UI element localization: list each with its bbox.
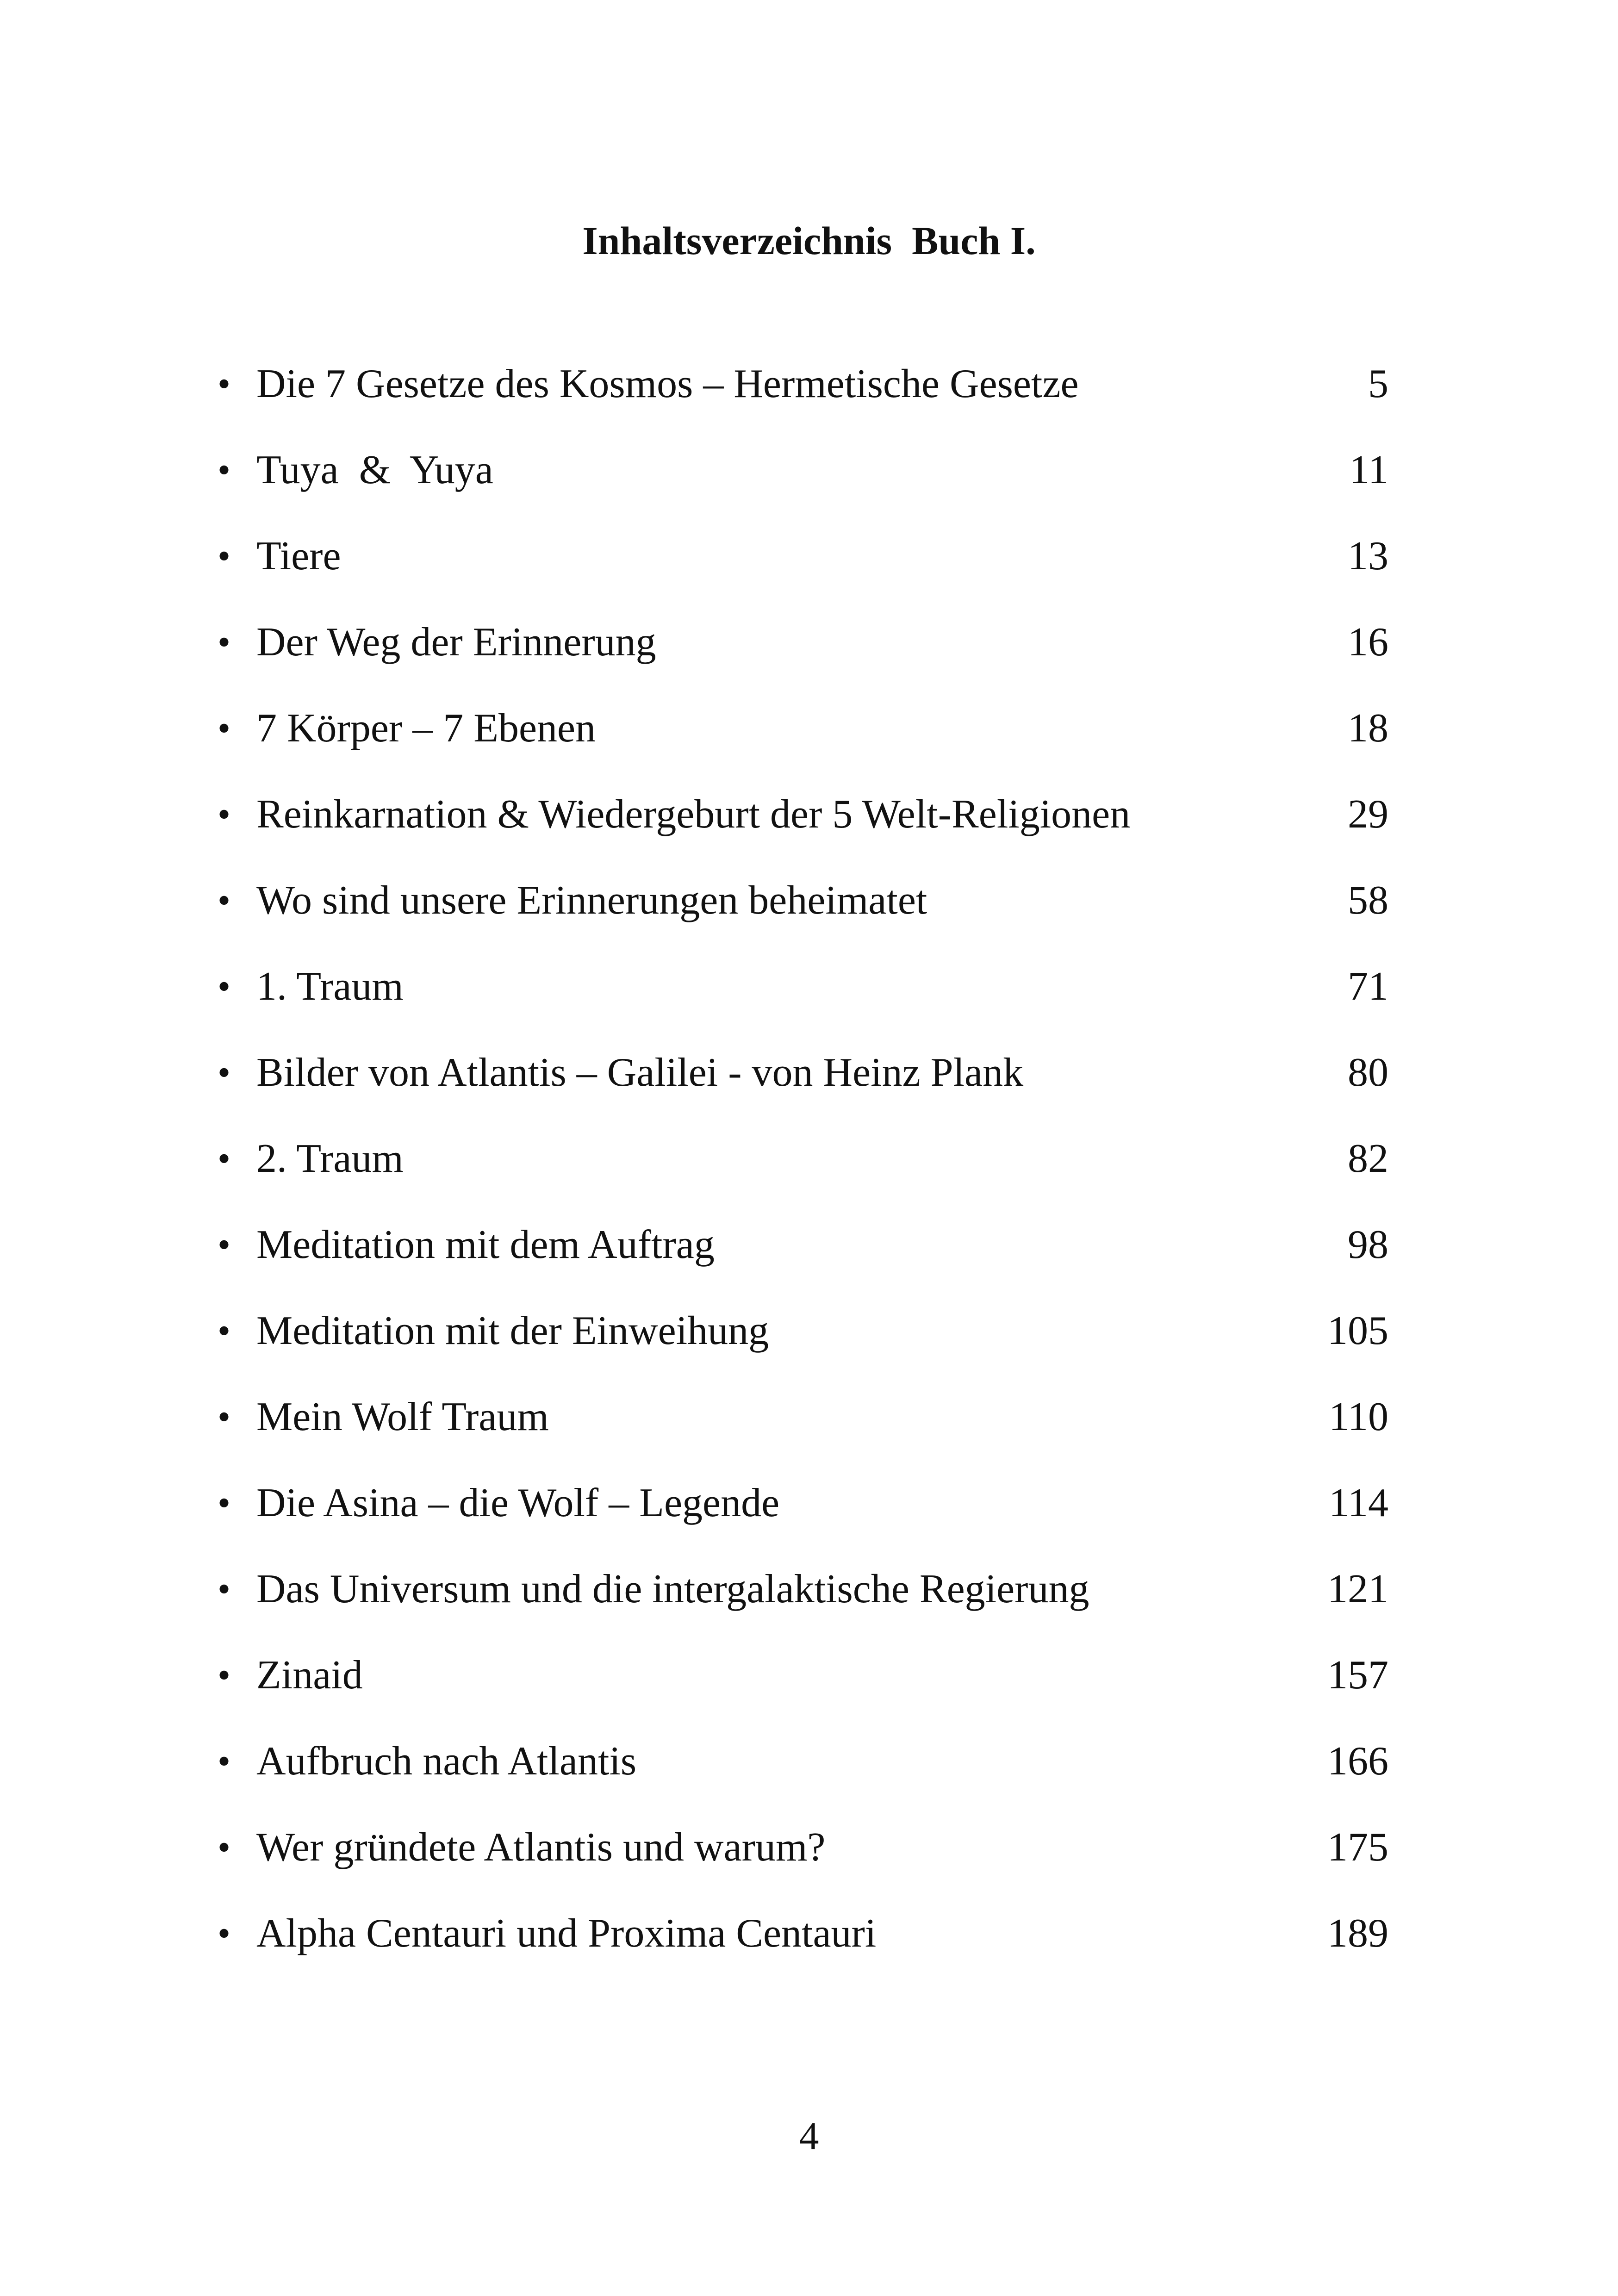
page-number: 4	[799, 2114, 819, 2158]
toc-entry-page: 29	[1348, 792, 1388, 837]
bullet-icon: •	[218, 622, 231, 663]
toc-entry	[218, 1213, 1388, 1299]
toc-entry	[218, 1729, 1388, 1815]
toc-entry-page: 189	[1327, 1911, 1388, 1956]
toc-entry-title: 7 Körper – 7 Ebenen	[256, 706, 596, 751]
toc-title: Inhaltsverzeichnis Buch I.	[582, 218, 1036, 263]
toc-entry	[218, 1126, 1388, 1213]
bullet-icon: •	[218, 708, 231, 749]
toc-entry-title: Aufbruch nach Atlantis	[256, 1739, 637, 1784]
bullet-icon: •	[218, 536, 231, 577]
toc-entry	[218, 352, 1388, 438]
toc-entry-title: Reinkarnation & Wiedergeburt der 5 Welt-Religionen	[256, 792, 1131, 837]
toc-entry	[218, 782, 1388, 868]
toc-entry-page: 58	[1348, 878, 1388, 923]
toc-entry-title: Meditation mit der Einweihung	[256, 1308, 769, 1353]
toc-entry-page: 175	[1327, 1825, 1388, 1870]
toc-entry	[218, 610, 1388, 696]
toc-entry-title: Tiere	[256, 534, 341, 579]
bullet-icon: •	[218, 1311, 231, 1351]
toc-entry-page: 13	[1348, 534, 1388, 579]
toc-entry-title: 1. Traum	[256, 964, 404, 1009]
toc-entry-page: 110	[1329, 1394, 1388, 1439]
toc-entry	[218, 696, 1388, 782]
bullet-icon: •	[218, 794, 231, 835]
toc-entry	[218, 524, 1388, 610]
toc-entry	[218, 1815, 1388, 1901]
bullet-icon: •	[218, 1741, 231, 1782]
bullet-icon: •	[218, 880, 231, 921]
toc-entry	[218, 868, 1388, 954]
toc-entry-page: 11	[1349, 448, 1388, 492]
bullet-icon: •	[218, 1052, 231, 1093]
bullet-icon: •	[218, 1139, 231, 1179]
toc-entry	[218, 438, 1388, 524]
toc-entry	[218, 1385, 1388, 1471]
toc-list	[218, 352, 1388, 1987]
toc-entry-title: Mein Wolf Traum	[256, 1394, 549, 1439]
toc-entry-page: 166	[1327, 1739, 1388, 1784]
toc-entry-page: 18	[1348, 706, 1388, 751]
toc-entry-title: Alpha Centauri und Proxima Centauri	[256, 1911, 877, 1956]
toc-entry	[218, 1557, 1388, 1643]
toc-entry-title: Die 7 Gesetze des Kosmos – Hermetische Gesetze	[256, 361, 1079, 406]
bullet-icon: •	[218, 1827, 231, 1868]
toc-entry-page: 114	[1329, 1481, 1388, 1525]
bullet-icon: •	[218, 1913, 231, 1954]
toc-entry-page: 98	[1348, 1222, 1388, 1267]
toc-entry	[218, 1471, 1388, 1557]
toc-entry-title: Wer gründete Atlantis und warum?	[256, 1825, 826, 1870]
toc-entry	[218, 1299, 1388, 1385]
bullet-icon: •	[218, 1483, 231, 1524]
toc-entry	[218, 1901, 1388, 1987]
toc-entry-title: Die Asina – die Wolf – Legende	[256, 1481, 780, 1525]
toc-entry-page: 121	[1327, 1567, 1388, 1612]
toc-entry-page: 157	[1327, 1653, 1388, 1698]
bullet-icon: •	[218, 364, 231, 404]
toc-entry	[218, 1040, 1388, 1126]
toc-entry-title: Meditation mit dem Auftrag	[256, 1222, 715, 1267]
toc-entry-title: 2. Traum	[256, 1136, 404, 1181]
toc-entry-title: Zinaid	[256, 1653, 363, 1698]
bullet-icon: •	[218, 966, 231, 1007]
bullet-icon: •	[218, 450, 231, 491]
bullet-icon: •	[218, 1655, 231, 1696]
toc-entry-page: 105	[1327, 1308, 1388, 1353]
toc-entry	[218, 954, 1388, 1040]
bullet-icon: •	[218, 1225, 231, 1265]
toc-entry-title: Bilder von Atlantis – Galilei - von Heinz Plank	[256, 1050, 1024, 1095]
bullet-icon: •	[218, 1569, 231, 1610]
toc-entry-page: 71	[1348, 964, 1388, 1009]
toc-entry-title: Wo sind unsere Erinnerungen beheimatet	[256, 878, 927, 923]
toc-entry-page: 5	[1368, 361, 1388, 406]
toc-entry-page: 80	[1348, 1050, 1388, 1095]
toc-entry-title: Tuya & Yuya	[256, 448, 493, 492]
toc-entry	[218, 1643, 1388, 1729]
toc-entry-page: 82	[1348, 1136, 1388, 1181]
toc-entry-title: Der Weg der Erinnerung	[256, 620, 656, 665]
bullet-icon: •	[218, 1397, 231, 1437]
toc-entry-page: 16	[1348, 620, 1388, 665]
toc-entry-title: Das Universum und die intergalaktische Regierung	[256, 1567, 1089, 1612]
